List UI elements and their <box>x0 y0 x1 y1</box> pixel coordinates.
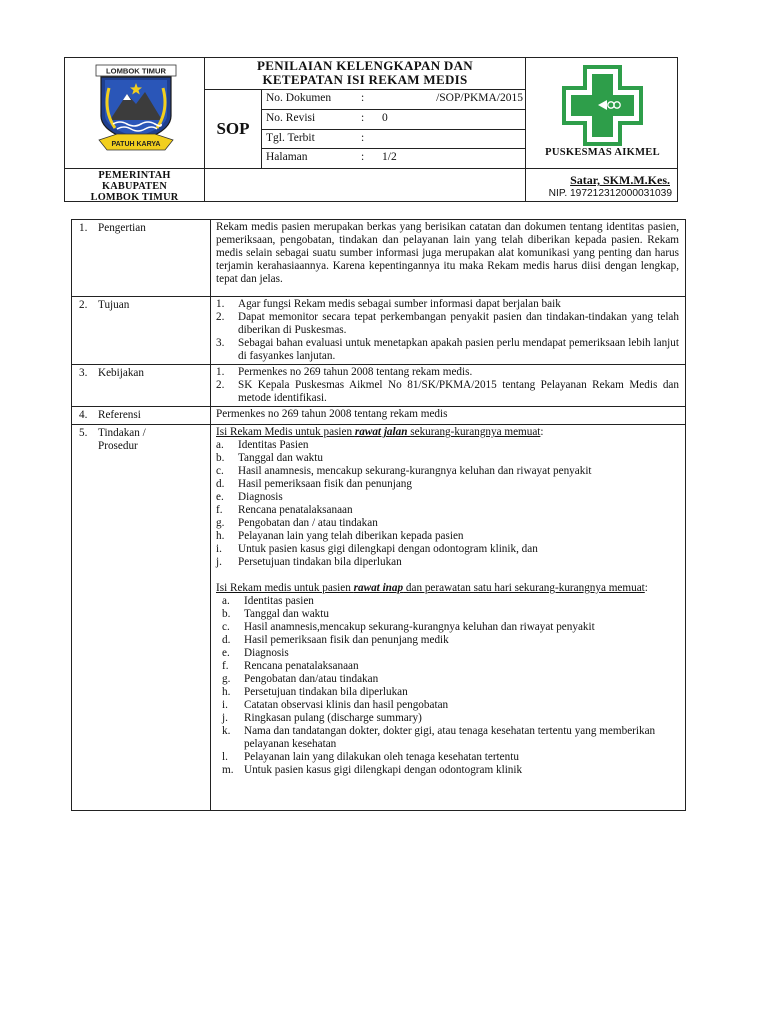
list-marker: 1. <box>216 366 225 378</box>
intro-text: Isi Rekam Medis untuk pasien <box>216 426 355 438</box>
list-item-text: Rencana penatalaksanaan <box>244 659 359 672</box>
list-item <box>222 608 679 621</box>
list-marker: a. <box>216 438 224 451</box>
pengertian-text: Rekam medis pasien merupakan berkas yang berisikan catatan dan dokumen tentang identitas pasien, pemeriksaan, pengobatan, tindakan dan pelayanan lain yang telah diberikan kepada pasien. Rekam medis selain sebagai suatu sumber informasi juga merupakan alat komunikasi yang penting dan harus terjamin kerahasiaannya. Karena kepentingannya itu maka Rekam medis harus diisi dengan lengkap, tepat dan jelas. <box>216 221 679 285</box>
emblem-ribbon-text: PATUH KARYA <box>111 141 161 148</box>
meta-label: Tgl. Terbit <box>266 131 315 144</box>
section-number: 4. <box>79 409 88 421</box>
list-item-text: SK Kepala Puskesmas Aikmel No 81/SK/PKMA/2015 tentang Pelayanan Rekam Medis dan metode identifikasi. <box>238 378 679 404</box>
list-item-text: Diagnosis <box>238 490 283 503</box>
list-item-text: Permenkes no 269 tahun 2008 tentang rekam medis. <box>238 366 473 378</box>
table-row <box>72 220 686 297</box>
meta-row-terbit <box>262 130 525 150</box>
list-item <box>216 439 679 452</box>
rawat-inap-intro <box>216 582 679 595</box>
list-item <box>222 699 679 712</box>
list-marker: c. <box>216 464 224 477</box>
list-item <box>216 517 679 530</box>
list-marker: d. <box>216 477 225 490</box>
list-item <box>222 751 679 764</box>
section-key <box>72 425 211 811</box>
list-item-text: Persetujuan tindakan bila diperlukan <box>244 685 408 698</box>
list-item-text: Persetujuan tindakan bila diperlukan <box>238 555 402 568</box>
intro-colon: : <box>644 581 648 594</box>
list-item-text: Pengobatan dan/atau tindakan <box>244 672 379 685</box>
list-item <box>222 595 679 608</box>
list-marker: g. <box>216 516 225 529</box>
list-marker: e. <box>216 490 224 503</box>
rawat-jalan-list <box>216 439 679 569</box>
sop-header <box>64 57 678 202</box>
list-marker: h. <box>216 529 225 542</box>
list-item-text: Nama dan tandatangan dokter, dokter gigi, atau tenaga kesehatan tertentu yang memberikan pelayanan kesehatan <box>244 724 656 750</box>
list-item <box>216 311 679 337</box>
section-value <box>211 407 686 425</box>
title-line-2: KETEPATAN ISI REKAM MEDIS <box>262 72 468 88</box>
signer-name: Satar, SKM.M.Kes. <box>570 173 670 187</box>
table-row <box>72 425 686 811</box>
sop-label: SOP <box>205 90 262 169</box>
meta-value: /SOP/PKMA/2015 <box>436 92 523 104</box>
section-number: 1. <box>79 222 88 234</box>
table-row <box>72 407 686 425</box>
section-label: Referensi <box>98 409 141 421</box>
meta-colon: : <box>361 111 365 124</box>
list-item <box>216 543 679 556</box>
meta-colon: : <box>361 131 365 144</box>
list-marker: 1. <box>216 298 225 310</box>
empty-cell <box>205 169 525 202</box>
meta-label: Halaman <box>266 151 308 164</box>
list-marker: a. <box>222 594 230 607</box>
list-item-text: Hasil pemeriksaan fisik dan penunjang medik <box>244 633 449 646</box>
list-item-text: Diagnosis <box>244 646 289 659</box>
meta-row-halaman <box>262 149 525 169</box>
list-item <box>216 366 679 379</box>
list-item <box>216 530 679 543</box>
list-item-text: Pelayanan lain yang telah diberikan kepada pasien <box>238 529 464 542</box>
section-label: Kebijakan <box>98 367 144 379</box>
section-value <box>211 220 686 297</box>
meta-row-dokumen <box>262 90 525 110</box>
section-value <box>211 297 686 365</box>
meta-colon: : <box>361 92 365 104</box>
list-item <box>222 673 679 686</box>
meta-row-revisi <box>262 110 525 130</box>
section-number: 3. <box>79 367 88 379</box>
list-item <box>222 764 679 777</box>
list-marker: 2. <box>216 378 225 391</box>
list-item <box>216 379 679 405</box>
list-item <box>222 712 679 725</box>
list-marker: i. <box>216 542 222 555</box>
list-marker: h. <box>222 685 231 698</box>
list-item <box>222 686 679 699</box>
emblem-top-text: LOMBOK TIMUR <box>106 66 166 76</box>
list-item <box>216 452 679 465</box>
list-item-text: Dapat memonitor secara tepat perkembangan penyakit pasien dan tindakan-tindakan yang telah diberikan di Puskesmas. <box>238 310 679 336</box>
puskesmas-name: PUSKESMAS AIKMEL <box>545 147 660 158</box>
meta-label: No. Revisi <box>266 111 316 124</box>
list-item <box>216 298 679 311</box>
signature-cell <box>525 169 678 202</box>
document-title <box>205 58 525 90</box>
list-marker: 3. <box>216 336 225 349</box>
meta-value: 0 <box>382 111 388 124</box>
list-item-text: Tanggal dan waktu <box>238 451 323 464</box>
list-item-text: Tanggal dan waktu <box>244 607 329 620</box>
list-item-text: Agar fungsi Rekam medis sebagai sumber informasi dapat berjalan baik <box>238 298 561 310</box>
intro-text: Isi Rekam medis untuk pasien <box>216 581 354 594</box>
section-value <box>211 425 686 811</box>
section-key <box>72 407 211 425</box>
list-item <box>216 556 679 569</box>
list-item-text: Identitas pasien <box>244 594 314 607</box>
list-item-text: Hasil anamnesis, mencakup sekurang-kurangnya keluhan dan riwayat penyakit <box>238 464 592 477</box>
meta-value: 1/2 <box>382 151 397 164</box>
list-marker: i. <box>222 698 228 711</box>
list-marker: e. <box>222 646 230 659</box>
list-item <box>222 660 679 673</box>
list-item <box>222 621 679 634</box>
rawat-jalan-intro <box>216 426 679 439</box>
list-item-text: Ringkasan pulang (discharge summary) <box>244 711 422 724</box>
list-marker: c. <box>222 620 230 633</box>
section-key <box>72 297 211 365</box>
list-marker: k. <box>222 724 231 737</box>
intro-colon: : <box>540 426 544 438</box>
table-row <box>72 297 686 365</box>
list-item-text: Hasil pemeriksaan fisik dan penunjang <box>238 477 412 490</box>
list-item-text: Catatan observasi klinis dan hasil pengobatan <box>244 698 449 711</box>
signer-nip: NIP. 197212312000031039 <box>548 188 672 199</box>
kebijakan-list <box>216 366 679 405</box>
tujuan-list <box>216 298 679 363</box>
list-marker: b. <box>222 607 231 620</box>
intro-emphasis: rawat jalan <box>354 426 408 438</box>
logo-cell <box>65 58 205 169</box>
list-marker: g. <box>222 672 231 685</box>
list-item-text: Sebagai bahan evaluasi untuk menetapkan apakah pasien perlu mendapat pemeriksaan lebih lanjut di fasyankes lanjutan. <box>238 336 679 362</box>
title-line-1: PENILAIAN KELENGKAPAN DAN <box>257 58 473 73</box>
list-marker: 2. <box>216 310 225 323</box>
intro-text: sekurang-kurangnya memuat <box>407 426 541 438</box>
list-item-text: Pengobatan dan / atau tindakan <box>238 516 378 529</box>
list-item <box>216 478 679 491</box>
list-item <box>222 725 679 751</box>
gov-line-1: PEMERINTAH <box>98 170 171 181</box>
meta-label: No. Dokumen <box>266 92 332 104</box>
gov-line-2: KABUPATEN <box>102 180 167 192</box>
list-item-text: Hasil anamnesis,mencakup sekurang-kurangnya keluhan dan riwayat penyakit <box>244 620 595 633</box>
list-item <box>216 491 679 504</box>
list-item <box>222 634 679 647</box>
list-item-text: Untuk pasien kasus gigi dilengkapi dengan odontogram klinik, dan <box>238 542 538 555</box>
list-item-text: Pelayanan lain yang dilakukan oleh tenaga kesehatan tertentu <box>244 750 519 763</box>
section-label-2: Prosedur <box>98 439 138 452</box>
sop-content-table <box>71 219 686 811</box>
list-item-text: Identitas Pasien <box>238 438 309 451</box>
list-marker: l. <box>222 750 228 763</box>
section-key <box>72 220 211 297</box>
section-number: 5. <box>79 427 88 439</box>
intro-emphasis: rawat inap <box>353 581 404 594</box>
section-number: 2. <box>79 299 88 311</box>
list-item <box>222 647 679 660</box>
document-meta <box>262 90 525 169</box>
puskesmas-logo-cell <box>525 58 678 169</box>
list-item-text: Rencana penatalaksanaan <box>238 503 353 516</box>
list-marker: b. <box>216 451 225 464</box>
government-name <box>65 169 205 202</box>
table-row <box>72 365 686 407</box>
gov-line-3: LOMBOK TIMUR <box>90 191 179 203</box>
list-marker: j. <box>216 555 222 568</box>
section-label: Tujuan <box>98 299 130 311</box>
list-marker: m. <box>222 763 234 776</box>
list-marker: d. <box>222 633 231 646</box>
section-value <box>211 365 686 407</box>
section-label: Tindakan / <box>98 427 146 439</box>
meta-colon: : <box>361 151 365 164</box>
intro-text: dan perawatan satu hari sekurang-kurangnya memuat <box>403 581 645 594</box>
section-label: Pengertian <box>98 222 146 234</box>
list-item <box>216 465 679 478</box>
rawat-inap-list <box>222 595 679 777</box>
list-marker: f. <box>216 503 223 516</box>
list-item <box>216 504 679 517</box>
lombok-timur-emblem-icon <box>65 58 205 169</box>
list-item-text: Untuk pasien kasus gigi dilengkapi dengan odontogram klinik <box>244 763 523 776</box>
puskesmas-logo-icon <box>526 58 679 147</box>
list-marker: f. <box>222 659 229 672</box>
referensi-text: Permenkes no 269 tahun 2008 tentang rekam medis <box>216 408 448 420</box>
section-key <box>72 365 211 407</box>
list-item <box>216 337 679 363</box>
list-marker: j. <box>222 711 228 724</box>
